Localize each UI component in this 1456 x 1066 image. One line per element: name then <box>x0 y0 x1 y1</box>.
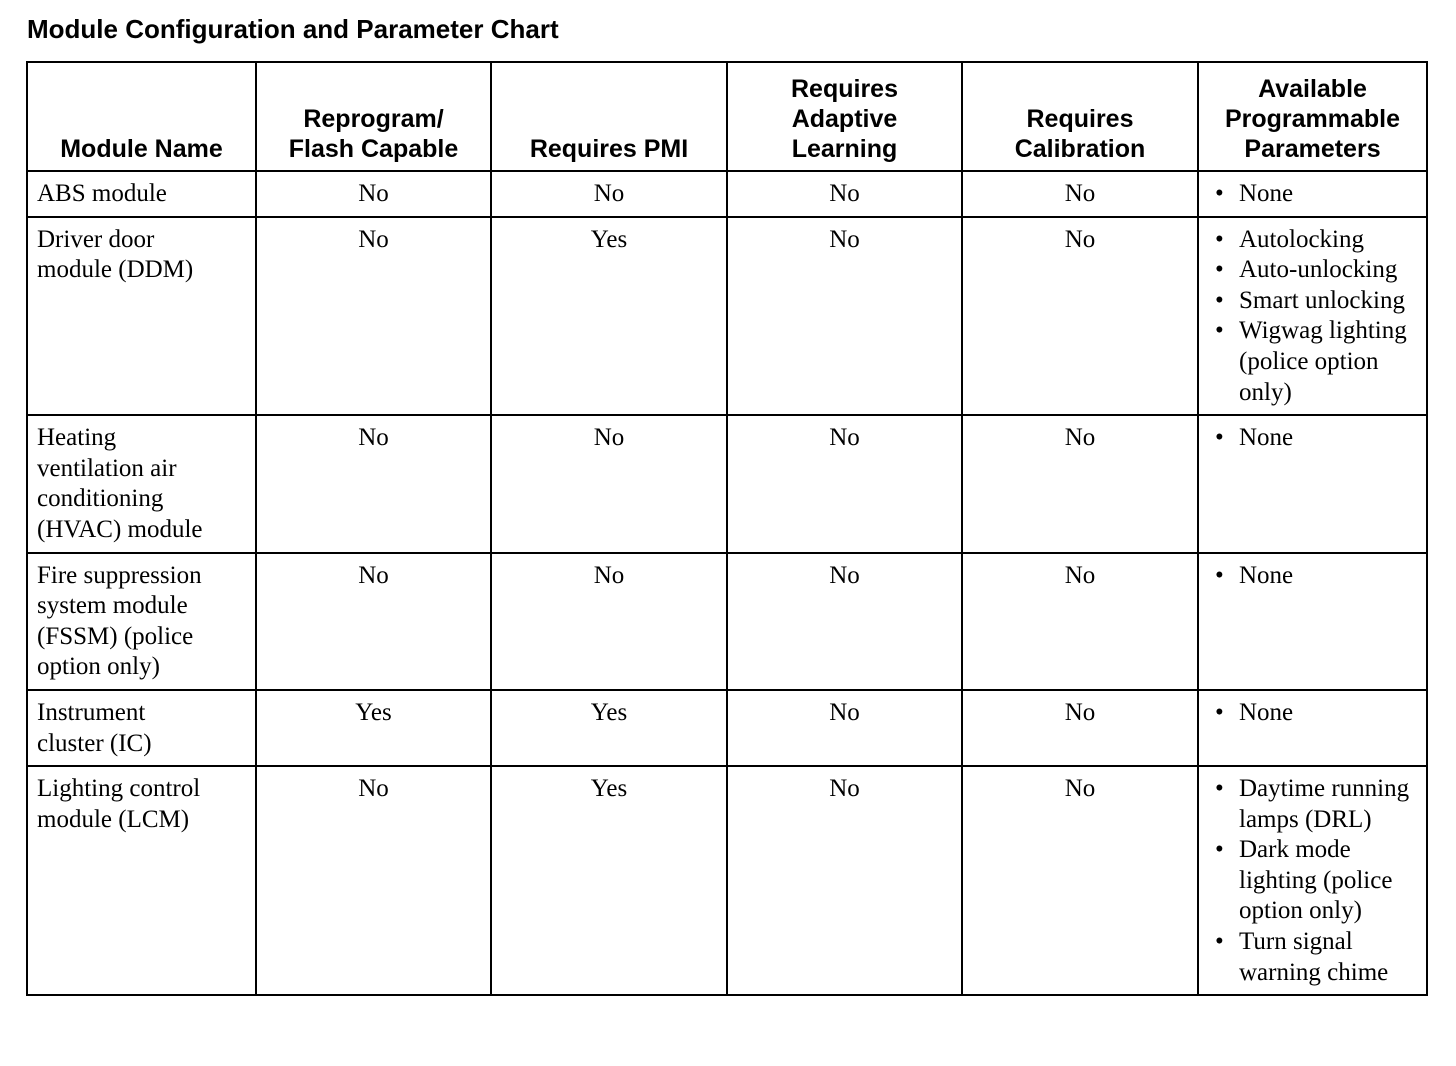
parameter-item: • Smart unlocking <box>1208 286 1417 317</box>
col-header-calibration <box>962 62 1198 171</box>
table-header-row <box>27 62 1427 171</box>
header-text: Adaptive <box>791 105 898 133</box>
header-text: Requires PMI <box>529 135 689 163</box>
module-name-line: Instrument <box>37 698 146 726</box>
adaptive-cell: No <box>727 217 962 416</box>
header-text: Reprogram/ <box>303 105 444 133</box>
parameters-cell <box>1198 171 1427 217</box>
header-text: Module Name <box>60 135 223 163</box>
col-header-pmi <box>491 62 727 171</box>
module-config-table <box>26 61 1428 996</box>
calibration-cell: No <box>962 171 1198 217</box>
module-name-line: Lighting control <box>37 775 201 803</box>
module-name-line: (FSSM) (police <box>37 622 194 650</box>
reprogram-cell: Yes <box>256 690 491 766</box>
parameter-list <box>1208 225 1417 409</box>
col-header-reprogram <box>256 62 491 171</box>
reprogram-cell: No <box>256 553 491 690</box>
table-row <box>27 415 1427 552</box>
module-name-line: conditioning <box>37 485 164 513</box>
pmi-cell: Yes <box>491 217 727 416</box>
col-header-parameters <box>1198 62 1427 171</box>
calibration-cell: No <box>962 217 1198 416</box>
adaptive-cell: No <box>727 171 962 217</box>
header-text: Requires <box>1026 105 1134 133</box>
reprogram-cell: No <box>256 171 491 217</box>
module-name-line: option only) <box>37 653 160 681</box>
table-row <box>27 766 1427 995</box>
pmi-cell: No <box>491 415 727 552</box>
page-title: Module Configuration and Parameter Chart <box>27 14 559 44</box>
adaptive-cell: No <box>727 415 962 552</box>
table-row <box>27 217 1427 416</box>
parameters-cell <box>1198 690 1427 766</box>
module-name-cell <box>27 415 256 552</box>
pmi-cell: Yes <box>491 766 727 995</box>
module-name-line: Driver door <box>37 225 155 253</box>
module-name-cell <box>27 553 256 690</box>
header-text: Programmable <box>1224 105 1401 133</box>
pmi-cell: No <box>491 171 727 217</box>
parameter-list <box>1208 698 1417 729</box>
header-text: Available <box>1258 75 1367 103</box>
parameter-item: • None <box>1208 423 1417 454</box>
adaptive-cell: No <box>727 690 962 766</box>
reprogram-cell: No <box>256 415 491 552</box>
module-name-cell <box>27 171 256 217</box>
module-name-line: Heating <box>37 424 117 452</box>
module-name-line: ventilation air <box>37 454 177 482</box>
pmi-cell: No <box>491 553 727 690</box>
parameter-list <box>1208 179 1417 210</box>
calibration-cell: No <box>962 553 1198 690</box>
parameters-cell <box>1198 415 1427 552</box>
parameter-item: • Daytime running lamps (DRL) <box>1208 774 1417 835</box>
header-text: Requires <box>791 75 898 103</box>
calibration-cell: No <box>962 415 1198 552</box>
calibration-cell: No <box>962 690 1198 766</box>
parameter-item: • None <box>1208 698 1417 729</box>
table-row <box>27 553 1427 690</box>
table-row <box>27 171 1427 217</box>
module-name-line: module (LCM) <box>37 805 190 833</box>
module-name-cell <box>27 766 256 995</box>
parameters-cell <box>1198 553 1427 690</box>
parameter-item: • Turn signal warning chime <box>1208 927 1417 988</box>
parameters-cell <box>1198 766 1427 995</box>
module-name-line: module (DDM) <box>37 256 194 284</box>
header-text: Parameters <box>1244 135 1381 163</box>
module-name-cell <box>27 690 256 766</box>
header-text: Learning <box>791 135 898 163</box>
pmi-cell: Yes <box>491 690 727 766</box>
parameter-item: • Autolocking <box>1208 225 1417 256</box>
table-row <box>27 690 1427 766</box>
parameter-list <box>1208 774 1417 988</box>
reprogram-cell: No <box>256 217 491 416</box>
module-name-line: ABS module <box>37 180 167 207</box>
parameter-item: • None <box>1208 179 1417 210</box>
module-name-line: (HVAC) module <box>37 515 203 543</box>
adaptive-cell: No <box>727 553 962 690</box>
module-name-cell <box>27 217 256 416</box>
parameters-cell <box>1198 217 1427 416</box>
parameter-item: • None <box>1208 561 1417 592</box>
col-header-module-name <box>27 62 256 171</box>
header-text: Flash Capable <box>288 135 459 163</box>
adaptive-cell: No <box>727 766 962 995</box>
module-name-line: system module <box>37 592 188 620</box>
reprogram-cell: No <box>256 766 491 995</box>
module-name-line: Fire suppression <box>37 561 202 589</box>
parameter-item: • Dark mode lighting (police option only) <box>1208 835 1417 927</box>
parameter-list <box>1208 423 1417 454</box>
calibration-cell: No <box>962 766 1198 995</box>
parameter-list <box>1208 561 1417 592</box>
col-header-adaptive <box>727 62 962 171</box>
parameter-item: • Auto-unlocking <box>1208 255 1417 286</box>
header-text: Calibration <box>1014 135 1146 163</box>
module-name-line: cluster (IC) <box>37 729 152 757</box>
parameter-item: • Wigwag lighting (police option only) <box>1208 316 1417 408</box>
